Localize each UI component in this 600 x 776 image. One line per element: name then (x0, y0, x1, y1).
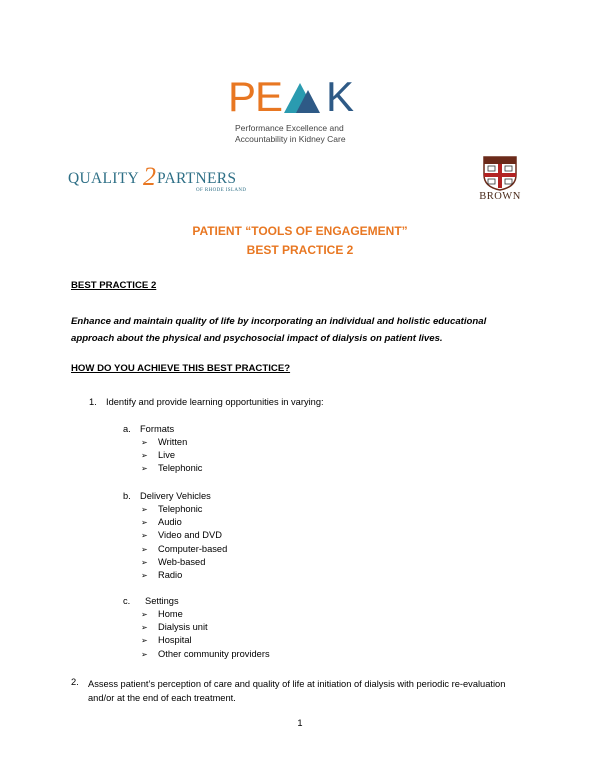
list-item: ➢ Other community providers (141, 648, 270, 661)
item1-number: 1. (89, 397, 97, 407)
list-item: ➢ Written (141, 436, 202, 449)
list-item: ➢ Computer-based (141, 543, 227, 556)
arrow-bullet-icon: ➢ (141, 544, 148, 554)
arrow-bullet-icon: ➢ (141, 464, 148, 474)
sub-a-label: Formats (140, 424, 175, 434)
list-item: ➢ Home (141, 608, 270, 621)
arrow-bullet-icon: ➢ (141, 649, 148, 659)
arrow-bullet-icon: ➢ (141, 636, 148, 646)
peak-wordmark: PE K (228, 73, 354, 120)
best-practice-heading: BEST PRACTICE 2 (71, 280, 157, 291)
arrow-bullet-icon: ➢ (141, 451, 148, 461)
sub-b-label: Delivery Vehicles (140, 491, 211, 501)
document-subtitle: BEST PRACTICE 2 (246, 243, 354, 257)
item2-text: Assess patient’s perception of care and quality of life at initiation of dialysis with periodic re-evaluation and/or at the end of each treatment. (88, 679, 506, 703)
list-item: ➢ Video and DVD (141, 529, 227, 542)
brown-wordmark: BROWN (479, 191, 521, 202)
arrow-bullet-icon: ➢ (141, 623, 148, 633)
peak-logo (228, 73, 370, 152)
qp-numeral: 2 (143, 162, 156, 191)
list-item: ➢ Web-based (141, 556, 227, 569)
qp-subtitle: OF RHODE ISLAND (196, 188, 247, 193)
sub-c-letter: c. (123, 596, 131, 606)
item2-number: 2. (71, 677, 79, 687)
sub-a-letter: a. (123, 424, 131, 434)
list-item: ➢ Dialysis unit (141, 621, 270, 634)
arrow-bullet-icon: ➢ (141, 557, 148, 567)
list-item: ➢ Radio (141, 569, 227, 582)
list-item: ➢ Audio (141, 516, 227, 529)
arrow-bullet-icon: ➢ (141, 438, 148, 447)
page-number: 1 (297, 718, 303, 728)
best-practice-statement: Enhance and maintain quality of life by incorporating an individual and holistic educational approach about the physical and psychosocial impact of dialysis on patient lives. (71, 316, 487, 344)
document-title: PATIENT “TOOLS OF ENGAGEMENT” (192, 224, 408, 238)
list-item: ➢ Live (141, 449, 202, 462)
arrow-bullet-icon: ➢ (141, 610, 148, 619)
qp-left: QUALITY (68, 170, 139, 187)
formats-list (141, 436, 202, 476)
arrow-bullet-icon: ➢ (141, 518, 148, 528)
list-item: ➢ Telephonic (141, 462, 202, 475)
settings-list (141, 608, 270, 661)
arrow-bullet-icon: ➢ (141, 570, 148, 580)
brown-shield-icon (476, 155, 524, 191)
sub-b-letter: b. (123, 491, 131, 501)
arrow-bullet-icon: ➢ (141, 531, 148, 541)
list-item: ➢ Hospital (141, 634, 270, 647)
quality-partners-logo (68, 162, 254, 194)
peak-subtitle-line1: Performance Excellence and (235, 123, 344, 133)
qp-right: PARTNERS (156, 170, 237, 187)
how-to-achieve-heading: HOW DO YOU ACHIEVE THIS BEST PRACTICE? (71, 363, 291, 374)
brown-logo (476, 155, 524, 203)
mountain-icon (282, 78, 326, 114)
peak-subtitle-line2: Accountability in Kidney Care (235, 134, 346, 144)
sub-c-label: Settings (145, 596, 179, 606)
arrow-bullet-icon: ➢ (141, 505, 148, 514)
list-item: ➢ Telephonic (141, 503, 227, 516)
item1-text: Identify and provide learning opportunities in varying: (106, 397, 324, 407)
delivery-vehicles-list (141, 503, 227, 582)
peak-subtitle (235, 123, 346, 145)
